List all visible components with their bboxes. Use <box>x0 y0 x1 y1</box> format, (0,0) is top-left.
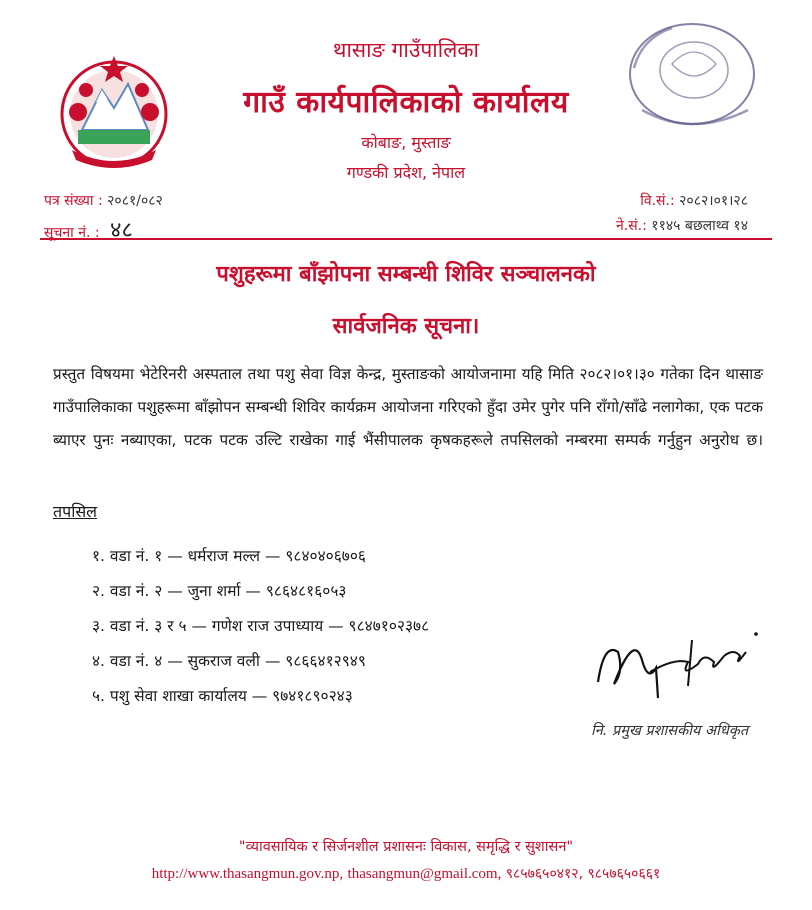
notice-label: सूचना नं. : <box>44 225 100 241</box>
list-item: ५. पशु सेवा शाखा कार्यालय — ९७४१८९०२४३ <box>92 687 353 705</box>
reference-value: २०८१/०८२ <box>107 193 163 209</box>
email-link[interactable]: thasangmun@gmail.com, <box>347 866 502 882</box>
office-title: गाउँ कार्यपालिकाको कार्यालय <box>243 85 569 120</box>
list-item: ४. वडा नं. ४ — सुकराज वली — ९८६६४१२९४९ <box>92 652 366 670</box>
notice-body: प्रस्तुत विषयमा भेटेरिनरी अस्पताल तथा पशु सेवा विज्ञ केन्द्र, मुस्ताङको आयोजनामा यहि मिति २०८२।०१।३० गतेका दिन थासाङ गाउँपालिकाका पशुहरूमा बाँझोपन सम्बन्धी शिविर कार्यक्रम आयोजना गरिएको हुँदा उमेर पुगेर पनि राँगो/साँढे नलागेका, एक पटक ब्याएर पुनः नब्याएका, पटक पटक उल्टि राखेका गाई भैंसीपालक कृषकहरूले तपसिलको नम्बरमा सम्पर्क गर्नुहुन अनुरोध छ। <box>53 365 763 449</box>
nepal-date-value: ११४५ बछलाथ्व १४ <box>651 218 748 234</box>
details-heading: तपसिल <box>53 502 98 521</box>
office-location: कोबाङ, मुस्ताङ <box>361 133 451 152</box>
letter-reference <box>44 191 163 210</box>
bs-date <box>640 191 748 210</box>
municipality-name: थासाङ गाउँपालिका <box>333 38 479 62</box>
nepal-date-label: ने.सं.: <box>615 218 647 234</box>
nepal-sambat-date <box>616 216 748 235</box>
office-province: गण्डकी प्रदेश, नेपाल <box>346 163 466 182</box>
list-item: २. वडा नं. २ — जुना शर्मा — ९८६४८१६०५३ <box>92 582 347 600</box>
date-value: २०८२।०१।२८ <box>679 193 748 209</box>
signature-icon <box>584 612 764 704</box>
footer-phones: ९८५७६५०४१२, ९८५७६५०६६१ <box>505 866 661 882</box>
date-label: वि.सं.: <box>640 193 675 209</box>
notice-title-line-1: पशुहरूमा बाँझोपना सम्बन्धी शिविर सञ्चालनको <box>216 262 596 287</box>
notice-title-line-2: सार्वजनिक सूचना। <box>332 314 480 339</box>
header-divider <box>40 238 772 240</box>
footer-contact <box>0 864 812 883</box>
contact-list <box>92 539 429 714</box>
reference-label: पत्र संख्या : <box>44 193 103 209</box>
signatory-title: नि. प्रमुख प्रशासकीय अधिकृत <box>591 723 749 739</box>
list-item: ३. वडा नं. ३ र ५ — गणेश राज उपाध्याय — ९८४७१०२३७८ <box>92 617 430 635</box>
notice-value: ४८ <box>110 218 133 243</box>
footer-motto: "व्यावसायिक र सिर्जनशील प्रशासनः विकास, समृद्धि र सुशासन" <box>238 839 574 855</box>
list-item: १. वडा नं. १ — धर्मराज मल्ल — ९८४०४०६७०६ <box>92 547 366 565</box>
website-link[interactable]: http://www.thasangmun.gov.np, <box>151 866 344 882</box>
